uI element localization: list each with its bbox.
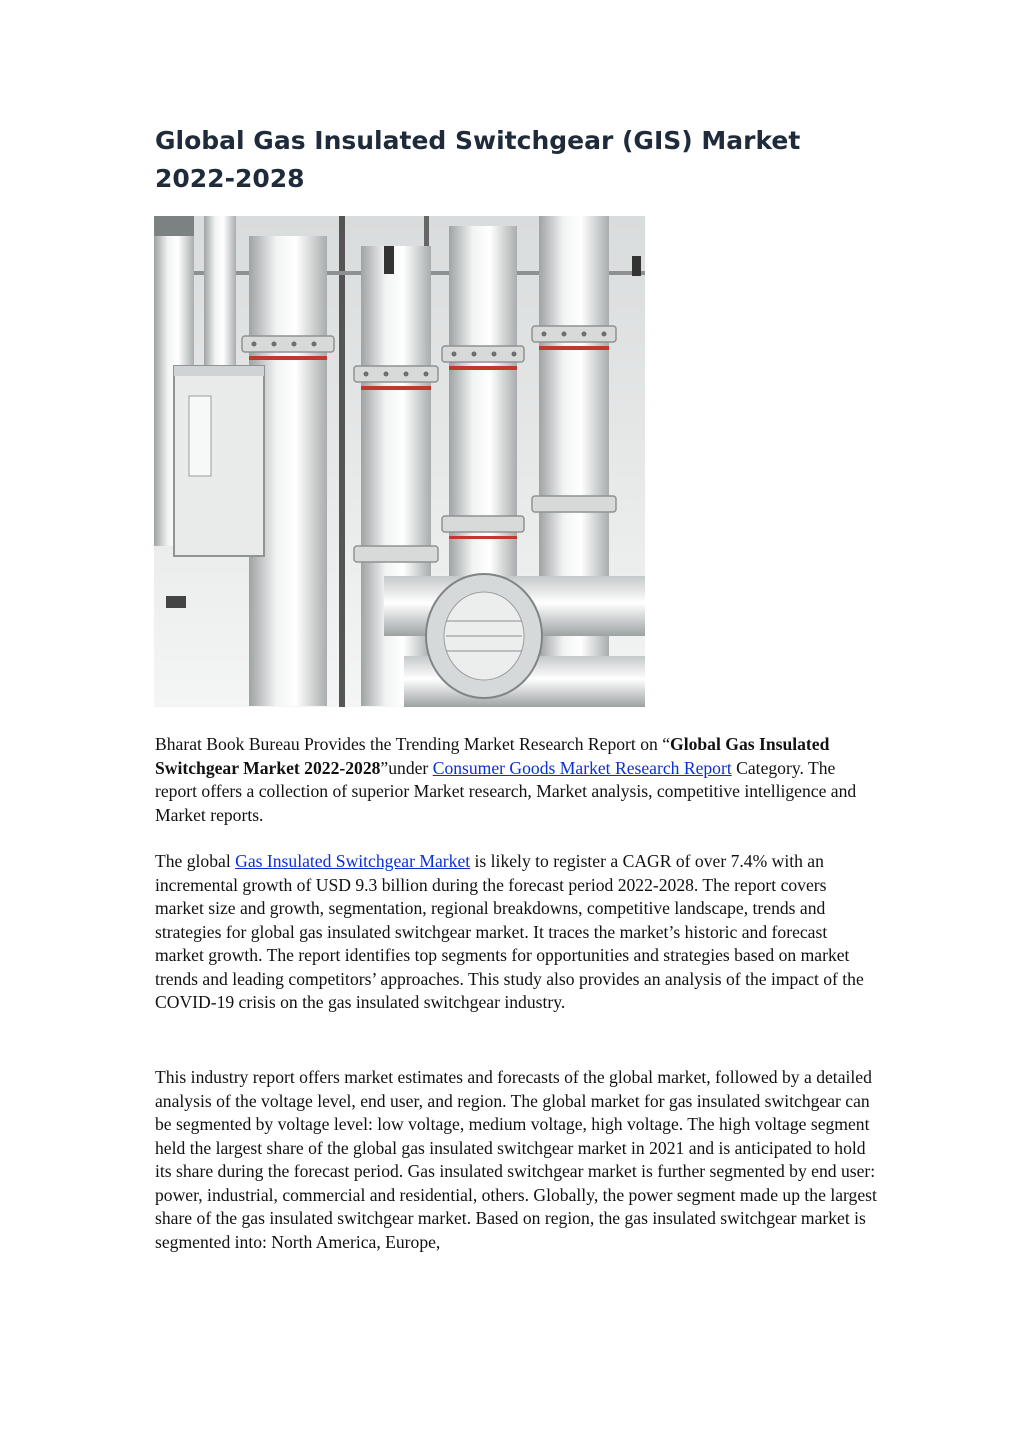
page-title: Global Gas Insulated Switchgear (GIS) Market 2022-2028 <box>155 126 801 193</box>
paragraph-intro-after-title: ”under <box>380 757 433 778</box>
paragraph-intro-rest: Category. The report offers a collection of superior Market research, Market analysis, competitive intelligence and Market reports. <box>155 757 857 825</box>
market-link[interactable]: Gas Insulated Switchgear Market <box>235 851 471 871</box>
paragraph-overview-rest: is likely to register a CAGR of over 7.4% with an incremental growth of USD 9.3 billion during the forecast period 2022-2028. The report covers market size and growth, segmentation, regional breakdowns, competitive landscape, trends and strategies for global gas insulated switchgear market. It traces the market’s historic and forecast market growth. The report identifies top segments for opportunities and strategies based on market trends and leading competitors’ approaches. This study also provides an analysis of the impact of the COVID-19 crisis on the gas insulated switchgear industry. <box>155 851 864 1012</box>
paragraph-overview-intro: The global <box>155 851 236 871</box>
switchgear-photo <box>154 216 645 707</box>
category-link[interactable]: Consumer Goods Market Research Report <box>432 757 732 778</box>
paragraph-market-overview <box>155 850 877 1015</box>
paragraph-intro <box>155 733 877 827</box>
paragraph-segmentation: This industry report offers market estimates and forecasts of the global market, followed by a detailed analysis of the voltage level, end user, and region. The global market for gas insulated switchgear can be segmented by voltage level: low voltage, medium voltage, high voltage. The high voltage segment held the largest share of the global gas insulated switchgear market in 2021 and is anticipated to hold its share during the forecast period. Gas insulated switchgear market is further segmented by end user: power, industrial, commercial and residential, others. Globally, the power segment made up the largest share of the gas insulated switchgear market. Based on region, the gas insulated switchgear market is segmented into: North America, Europe, <box>155 1067 877 1252</box>
report-title-bold: Global Gas Insulated Switchgear Market 2022-2028 <box>155 734 830 778</box>
paragraph-intro-text: Bharat Book Bureau Provides the Trending Market Research Report on “ <box>155 734 671 754</box>
report-cover-image <box>154 216 645 707</box>
